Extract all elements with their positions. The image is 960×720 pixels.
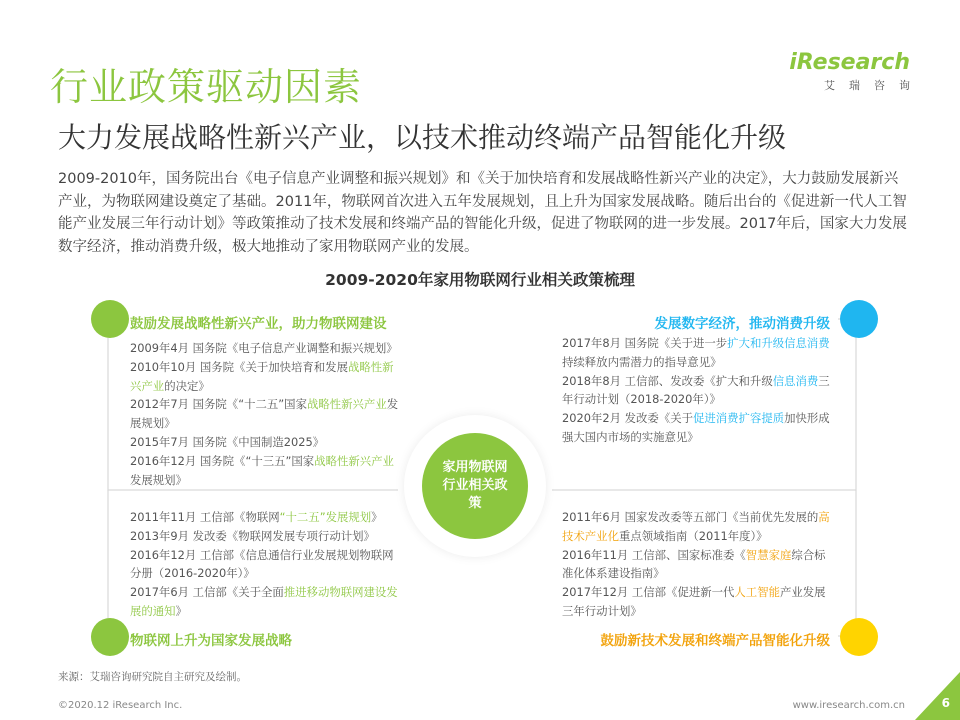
policy-text: 2016年12月 国务院《“十三五”国家 bbox=[130, 453, 315, 468]
source-note: 来源：艾瑞咨询研究院自主研究及绘制。 bbox=[58, 671, 247, 683]
policy-highlight: 战略性新兴产业 bbox=[306, 397, 387, 412]
policy-item bbox=[562, 372, 834, 410]
policy-item bbox=[562, 409, 834, 447]
policy-item bbox=[130, 452, 400, 490]
policy-text: 综合标准化体系建设指南》 bbox=[562, 547, 826, 581]
bottom-left-dot bbox=[91, 618, 129, 656]
policy-item bbox=[562, 508, 834, 546]
bottom-left-heading: 物联网上升为国家发展战略 bbox=[130, 633, 292, 649]
policy-text: 的决定》 bbox=[164, 378, 210, 393]
policy-text: 2010年10月 国务院《关于加快培育和发展 bbox=[130, 359, 348, 374]
top-right-dot bbox=[840, 300, 878, 338]
policy-item bbox=[562, 546, 834, 584]
policy-highlight: 智慧家庭 bbox=[745, 547, 792, 562]
copyright: ©2020.12 iResearch Inc. bbox=[58, 700, 183, 711]
top-right-heading: 发展数字经济，推动消费升级 bbox=[654, 316, 830, 332]
policy-text: 加快形成强大国内市场的实施意见》 bbox=[562, 411, 830, 444]
policy-highlight: 促进消费扩容提质 bbox=[692, 411, 785, 426]
policy-item bbox=[130, 339, 400, 358]
policy-text: 三年行动计划（2018-2020年）》 bbox=[562, 373, 830, 407]
policy-text: 2013年9月 发改委《物联网发展专项行动计划》 bbox=[130, 528, 375, 543]
policy-item bbox=[130, 583, 402, 621]
top-right-policy-list bbox=[562, 334, 834, 447]
policy-text: 2012年7月 国务院《“十二五”国家 bbox=[130, 397, 307, 412]
policy-text: 2020年2月 发改委《关于 bbox=[562, 411, 693, 426]
policy-highlight: 推进移动物联网建设发展的通知 bbox=[130, 585, 398, 618]
bottom-left-bracket bbox=[108, 490, 128, 636]
policy-item bbox=[562, 334, 834, 372]
logo-main-text: iResearch bbox=[789, 50, 910, 75]
top-left-dot bbox=[91, 300, 129, 338]
policy-text: 发展规划》 bbox=[130, 397, 399, 431]
policy-text: 持续释放内需潜力的指导意见》 bbox=[562, 354, 722, 369]
policy-highlight: 战略性新兴产业 bbox=[130, 359, 394, 393]
logo-sub-text: 艾瑞咨询 bbox=[824, 79, 924, 92]
policy-text: 2018年8月 工信部、发改委《扩大和升级 bbox=[562, 373, 773, 388]
policy-highlight: 信息消费 bbox=[772, 373, 819, 388]
policy-text: 2016年11月 工信部、国家标准委《 bbox=[562, 547, 746, 562]
center-label: 家用物联网行业相关政策 bbox=[442, 460, 508, 511]
bottom-right-bracket bbox=[838, 490, 856, 636]
policy-text: 2017年12月 工信部《促进新一代 bbox=[562, 585, 735, 600]
policy-item bbox=[130, 395, 400, 433]
policy-text: 发展规划》 bbox=[130, 472, 187, 487]
section-title: 2009-2020年家用物联网行业相关政策梳理 bbox=[325, 271, 635, 289]
policy-item bbox=[130, 546, 402, 584]
policy-highlight: 扩大和升级信息消费 bbox=[727, 336, 830, 350]
top-left-policy-list bbox=[130, 339, 400, 489]
policy-text: 2011年11月 工信部《物联网 bbox=[130, 510, 280, 524]
policy-text: 2015年7月 国务院《中国制造2025》 bbox=[130, 434, 325, 449]
top-left-heading: 鼓励发展战略性新兴产业，助力物联网建设 bbox=[130, 316, 387, 332]
policy-item bbox=[130, 358, 400, 396]
policy-highlight: 人工智能 bbox=[734, 585, 780, 600]
policy-highlight: 高技术产业化 bbox=[562, 510, 830, 543]
policy-text: 重点领域指南（2011年度）》 bbox=[618, 528, 768, 543]
policy-text: 》 bbox=[175, 603, 187, 618]
bottom-right-heading: 鼓励新技术发展和终端产品智能化升级 bbox=[600, 633, 830, 649]
center-circle bbox=[422, 433, 528, 539]
page-number: 6 bbox=[941, 696, 950, 710]
policy-text: 产业发展三年行动计划》 bbox=[562, 585, 826, 618]
policy-text: 2011年6月 国家发改委等五部门《当前优先发展的 bbox=[562, 510, 819, 524]
policy-text: 2017年8月 国务院《关于进一步 bbox=[562, 336, 728, 350]
policy-item bbox=[130, 508, 402, 527]
policy-item bbox=[130, 433, 400, 452]
page-title: 行业政策驱动因素 bbox=[50, 65, 363, 109]
corner-triangle-decoration bbox=[915, 672, 960, 720]
bottom-left-policy-list bbox=[130, 508, 402, 621]
bottom-right-dot bbox=[840, 618, 878, 656]
page-subtitle: 大力发展战略性新兴产业，以技术推动终端产品智能化升级 bbox=[58, 121, 787, 154]
intro-paragraph: 2009-2010年，国务院出台《电子信息产业调整和振兴规划》和《关于加快培育和发展战略性新兴产业的决定》，大力鼓励发展新兴产业，为物联网建设奠定了基础。2011年，物联网首次进入五年发展规划，且上升为国家发展战略。随后出台的《促进新一代人工智能产业发展三年行动计划》等政策推动了技术发展和终端产品的智能化升级，促进了物联网的进一步发展。2017年后，国家大力发展数字经济，推动消费升级，极大地推动了家用物联网产业的发展。 bbox=[58, 171, 907, 255]
policy-item bbox=[562, 583, 834, 621]
policy-item bbox=[130, 527, 402, 546]
policy-highlight: 战略性新兴产业 bbox=[314, 453, 394, 468]
policy-highlight: “十二五”发展规划 bbox=[279, 510, 372, 524]
policy-text: 2017年6月 工信部《关于全面 bbox=[130, 585, 284, 600]
website-url: www.iresearch.com.cn bbox=[792, 700, 905, 711]
policy-text: 2009年4月 国务院《电子信息产业调整和振兴规划》 bbox=[130, 341, 398, 355]
policy-text: 2016年12月 工信部《信息通信行业发展规划物联网分册（2016-2020年）》 bbox=[130, 547, 394, 581]
bottom-right-policy-list bbox=[562, 508, 834, 621]
policy-text: 》 bbox=[371, 510, 383, 524]
